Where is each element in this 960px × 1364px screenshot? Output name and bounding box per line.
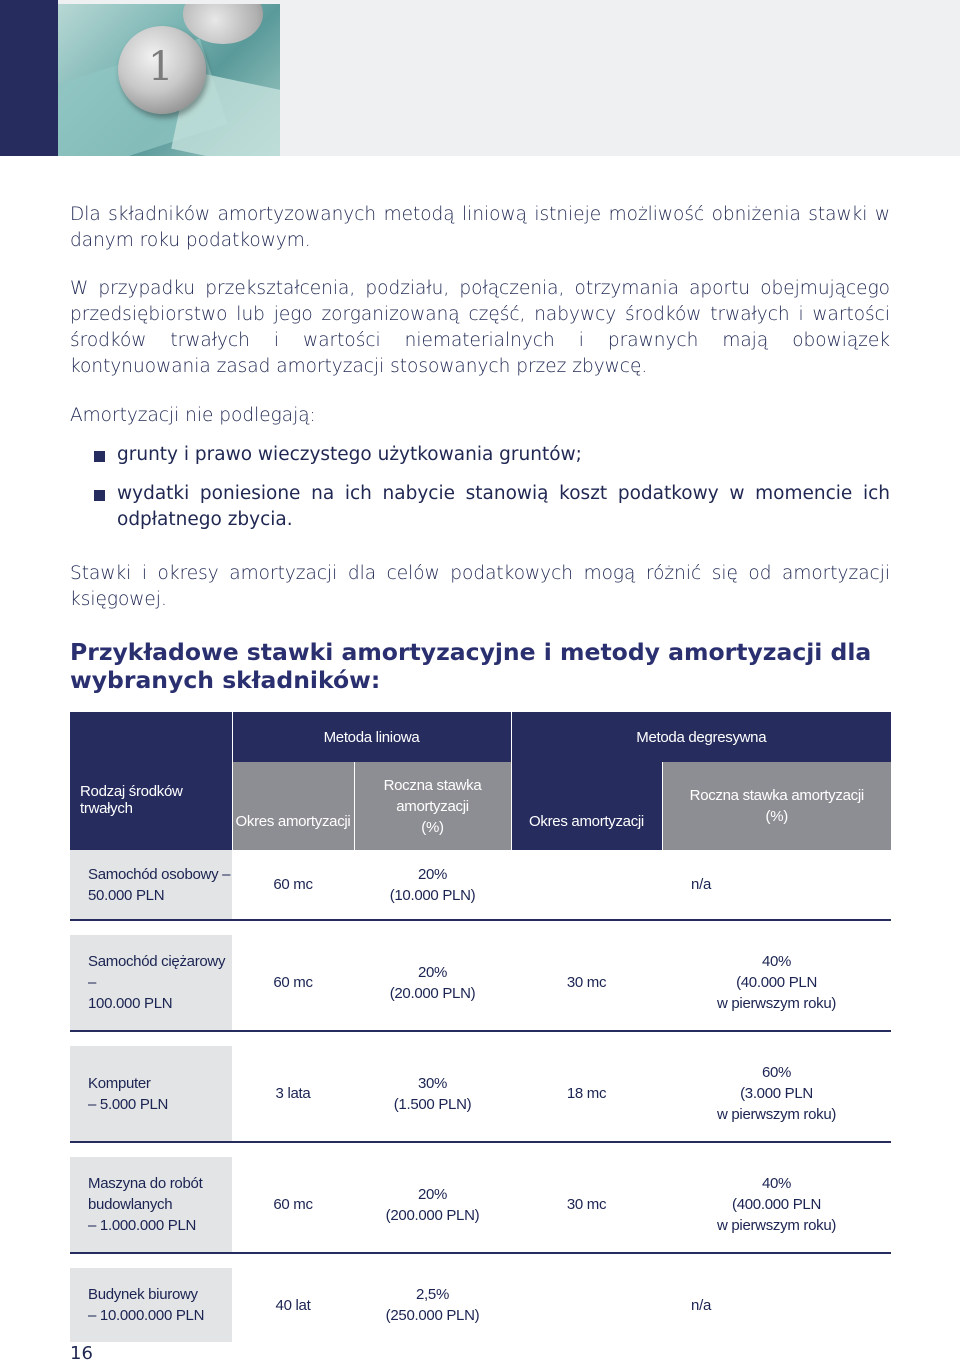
- header-linear-period: Okres amortyzacji: [232, 762, 354, 850]
- section-heading: Przykładowe stawki amortyzacyjne i metody amortyzacji dla wybranych składników:: [70, 638, 872, 694]
- paragraph-transformation: W przypadku przekształcenia, podziału, połączenia, otrzymania aportu obejmującego przedsiębiorstwo lub jego zorganizowaną część, nabywcy środków trwałych i wartości środków trwałych i wartości niematerialnych i prawnych mają obowiązek kontynuowania zasad amortyzacji stosowanych przez zbywcę.: [70, 278, 890, 377]
- linear-rate: 20% (20.000 PLN): [354, 935, 511, 1031]
- header-degressive-rate: Roczna stawka amortyzacji (%): [662, 762, 891, 850]
- degressive-na: n/a: [511, 850, 891, 920]
- degressive-na: n/a: [691, 1296, 711, 1314]
- table-row: [70, 850, 891, 920]
- degressive-rate: 40% (400.000 PLN w pierwszym roku): [662, 1157, 891, 1253]
- coin-shape: [183, 4, 263, 44]
- table-row: [70, 935, 891, 1031]
- asset-name: Maszyna do robót budowlanych – 1.000.000 PLN: [70, 1157, 232, 1253]
- linear-period: 40 lat: [275, 1296, 311, 1314]
- asset-name: Komputer – 5.000 PLN: [70, 1046, 232, 1142]
- asset-name: Budynek biurowy – 10.000.000 PLN: [70, 1268, 232, 1342]
- linear-rate: 2,5% (250.000 PLN): [385, 1286, 480, 1324]
- coins-photo: [58, 4, 280, 156]
- degressive-rate: 60% (3.000 PLN w pierwszym roku): [662, 1046, 891, 1142]
- asset-name: Samochód osobowy – 50.000 PLN: [70, 850, 232, 920]
- asset-name: Samochód ciężarowy – 100.000 PLN: [70, 935, 232, 1031]
- table-row: [70, 1157, 891, 1253]
- header-linear-rate: Roczna stawka amortyzacji (%): [354, 762, 511, 850]
- header-degressive-method: Metoda degresywna: [511, 712, 891, 762]
- degressive-period: 30 mc: [511, 1157, 662, 1253]
- degressive-rate: 40% (40.000 PLN w pierwszym roku): [662, 935, 891, 1031]
- header-accent-bar: [0, 0, 58, 156]
- page-number: 16: [70, 1343, 93, 1364]
- paragraph-not-subject: Amortyzacji nie podlegają:: [70, 405, 316, 426]
- bullet-item: grunty i prawo wieczystego użytkowania gruntów;: [117, 444, 582, 465]
- coin-shape: 1: [118, 26, 206, 114]
- linear-period: 60 mc: [232, 850, 354, 920]
- header-asset-type: Rodzaj środków trwałych: [70, 712, 232, 850]
- header-linear-method: Metoda liniowa: [232, 712, 511, 762]
- bullet-square-icon: [94, 490, 105, 501]
- paragraph-rates-differ: Stawki i okresy amortyzacji dla celów podatkowych mogą różnić się od amortyzacji księgowej.: [70, 563, 890, 610]
- table-row: [70, 1268, 891, 1342]
- degressive-period: 30 mc: [511, 935, 662, 1031]
- linear-period: 60 mc: [232, 1157, 354, 1253]
- linear-period: 3 lata: [232, 1046, 354, 1142]
- degressive-period: 18 mc: [511, 1046, 662, 1142]
- bullet-item: wydatki poniesione na ich nabycie stanowią koszt podatkowy w momencie ich odpłatnego zbycia.: [117, 483, 890, 530]
- bullet-square-icon: [94, 451, 105, 462]
- paragraph-linear-rate: Dla składników amortyzowanych metodą liniową istnieje możliwość obniżenia stawki w danym roku podatkowym.: [70, 204, 890, 251]
- linear-period: 60 mc: [232, 935, 354, 1031]
- depreciation-table: [70, 712, 891, 1342]
- table-row: [70, 1046, 891, 1142]
- linear-rate: 20% (200.000 PLN): [354, 1157, 511, 1253]
- header-degressive-period: Okres amortyzacji: [511, 762, 662, 850]
- linear-rate: 20% (10.000 PLN): [354, 850, 511, 920]
- linear-rate: 30% (1.500 PLN): [354, 1046, 511, 1142]
